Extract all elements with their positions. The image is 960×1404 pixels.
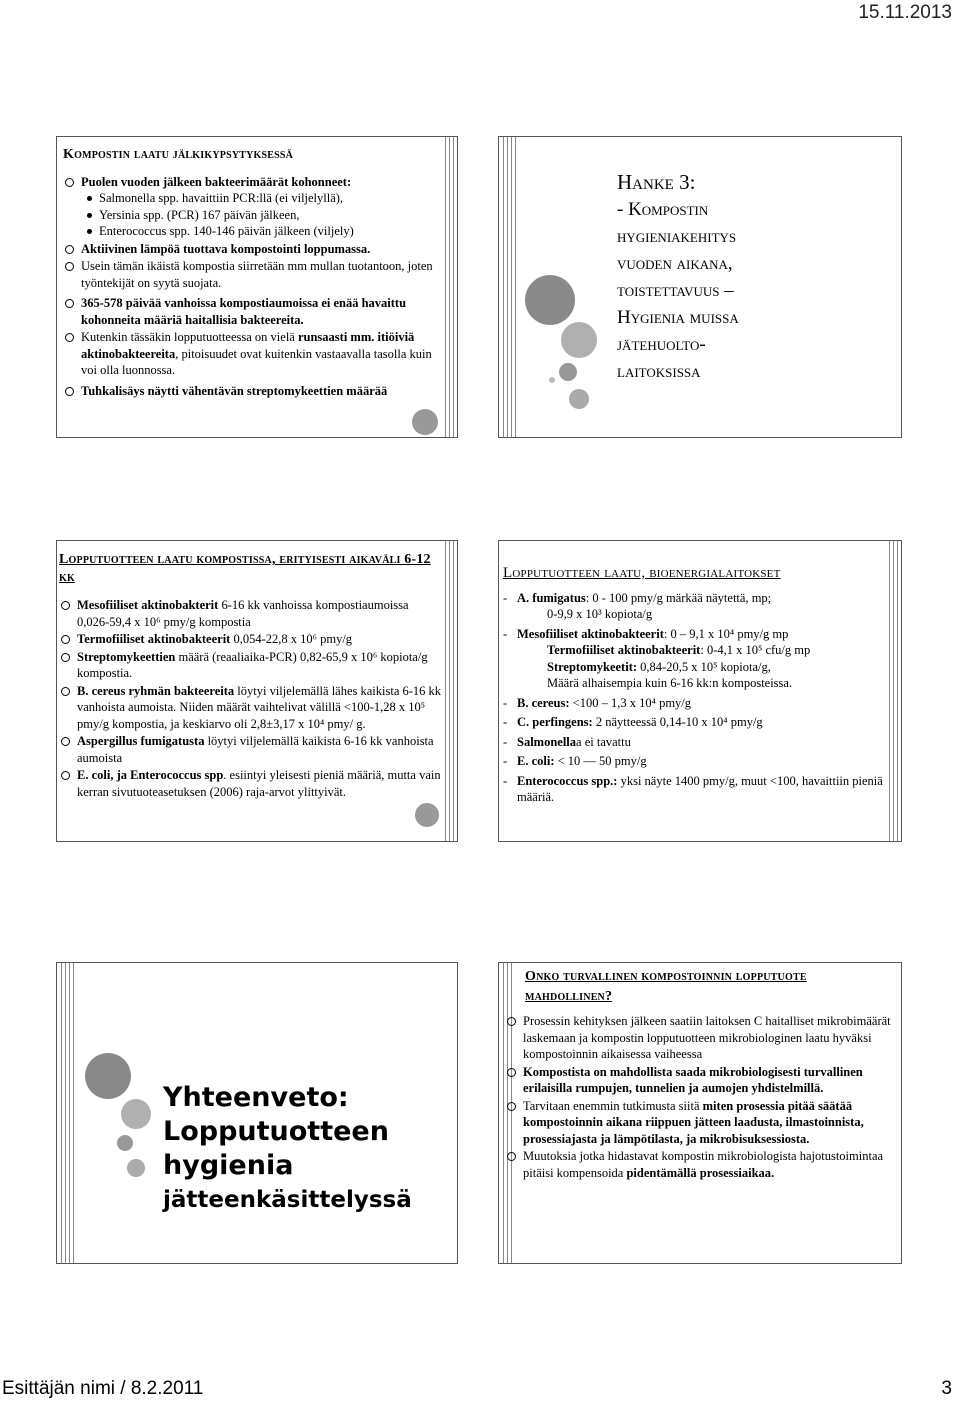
bullet-item: Tarvitaan enemmin tutkimusta siitä miten prosessia pitää säätää kompostoinnin aikana riippuen jätteen laadusta, ilmastoinnista, prosessiajasta ja lämpötilasta, ja mikrobisuksessiosta. bbox=[505, 1098, 897, 1148]
dash-item: - Enterococcus spp.: yksi näyte 1400 pmy/g, muut <100, havaittiin pieniä määriä. bbox=[503, 773, 895, 806]
dash-item: - Salmonellaa ei tavattu bbox=[503, 734, 895, 751]
decorative-circle bbox=[117, 1135, 133, 1151]
slide-onko-turvallinen bbox=[498, 962, 902, 1264]
decorative-circle bbox=[85, 1053, 131, 1099]
slide-hanke-3 bbox=[498, 136, 902, 438]
dash-item: - B. cereus: <100 – 1,3 x 10⁴ pmy/g bbox=[503, 695, 895, 712]
sub-item: Yersinia spp. (PCR) 167 päivän jälkeen, bbox=[85, 207, 441, 224]
slide-title-line: toistettavuus – bbox=[617, 280, 734, 301]
bullet-item: Termofiiliset aktinobakteerit 0,054-22,8 x 10⁶ pmy/g bbox=[59, 631, 443, 648]
slide-title: Lopputuotteen laatu kompostissa, erityisesti aikaväli 6-12 kk bbox=[59, 552, 431, 585]
slide-title-line: laitoksissa bbox=[617, 361, 701, 382]
header-date: 15.11.2013 bbox=[858, 2, 952, 23]
slide-title-line: hygieniakehitys bbox=[617, 226, 737, 247]
slide-title-line: Lopputuotteen bbox=[163, 1116, 389, 1147]
footer-page-number: 3 bbox=[941, 1378, 952, 1399]
slide-title-line: Yhteenveto: bbox=[163, 1082, 349, 1113]
bullet-item: Usein tämän ikäistä kompostia siirretään mm mullan tuotantoon, joten työntekijät on syytä suojata. bbox=[63, 258, 441, 291]
decorative-bars bbox=[57, 963, 97, 1263]
footer-presenter: Esittäjän nimi / 8.2.2011 bbox=[2, 1378, 204, 1399]
decorative-circle bbox=[525, 275, 575, 325]
decorative-circle bbox=[415, 803, 439, 827]
dash-item: - Mesofiiliset aktinobakteerit: 0 – 9,1 x 10⁴ pmy/g mp Termofiiliset aktinobakteerit: 0-4,1 x 10⁵ cfu/g mp Streptomykeetit: 0,84-20,5 x 10⁵ kopiota/g, Määrä alhaisempia kuin 6-16 kk:n komposteissa. bbox=[503, 626, 895, 692]
decorative-circle bbox=[569, 389, 589, 409]
slide-title-line: Hanke 3: bbox=[617, 170, 696, 194]
slide-title-line: hygienia bbox=[163, 1150, 294, 1181]
bullet-item: B. cereus ryhmän bakteereita löytyi viljelemällä lähes kaikista 6-16 kk vanhoista aumoista. Niiden määrät vaihtelivat välillä <100-1,28 x 10⁵ pmy/g kompostia, ja keskiarvo oli 2,8±3,17 x 10⁴ pmy/ g. bbox=[59, 683, 443, 733]
slide-title-line: Hygienia muissa bbox=[617, 307, 739, 328]
bullet-item: 365-578 päivää vanhoissa kompostiaumoissa ei enää havaittu kohonneita määriä haitallisia bakteereita. bbox=[63, 295, 441, 328]
decorative-circle bbox=[121, 1099, 151, 1129]
slide-title-line: vuoden aikana, bbox=[617, 253, 733, 274]
slide-kompostin-laatu bbox=[56, 136, 458, 438]
slide-yhteenveto bbox=[56, 962, 458, 1264]
bullet-item: Tuhkalisäys näytti vähentävän streptomykeettien määrää bbox=[63, 383, 441, 400]
slide-lopputuotteen-laatu-bioenergia bbox=[498, 540, 902, 842]
bullet-item: Kompostista on mahdollista saada mikrobiologisesti turvallinen erilaisilla rumpujen, tunnelien ja aumojen yhdistelmillä. bbox=[505, 1064, 897, 1097]
bullet-item: Puolen vuoden jälkeen bakteerimäärät kohonneet: Salmonella spp. havaittiin PCR:llä (ei viljelyllä), Yersinia spp. (PCR) 167 päivän jälkeen, Enterococcus spp. 140-146 päivän jälkeen (viljely) bbox=[63, 174, 441, 240]
slide-title: Lopputuotteen laatu, bioenergialaitokset bbox=[503, 565, 781, 581]
sub-item: Enterococcus spp. 140-146 päivän jälkeen (viljely) bbox=[85, 223, 441, 240]
bullet-item: E. coli, ja Enterococcus spp. esiintyi yleisesti pieniä määriä, mutta vain kerran sivutuoteasetuksen (2006) raja-arvot ylittyivät. bbox=[59, 767, 443, 800]
bullet-item: Aktiivinen lämpöä tuottava kompostointi loppumassa. bbox=[63, 241, 441, 258]
bullet-item: Kutenkin tässäkin lopputuotteessa on vielä runsaasti mm. itiöiviä aktinobakteereita, pitoisuudet ovat kuitenkin vastaavalla tasolla kuin voi olla luonnossa. bbox=[63, 329, 441, 379]
sub-list bbox=[81, 190, 441, 240]
slide-title: Onko turvallinen kompostoinnin lopputuote mahdollinen? bbox=[525, 969, 807, 1004]
decorative-circle bbox=[127, 1159, 145, 1177]
slide-title-line: jätteenkäsittelyssä bbox=[163, 1187, 412, 1213]
dash-item: - A. fumigatus: 0 - 100 pmy/g märkää näytettä, mp; 0-9,9 x 10³ kopiota/g bbox=[503, 590, 895, 623]
slide-lopputuotteen-laatu-kompostissa bbox=[56, 540, 458, 842]
slide-title: Kompostin laatu jälkikypsytyksessä bbox=[63, 147, 294, 162]
bullet-item: Aspergillus fumigatusta löytyi viljelemällä kaikista 6-16 kk vanhoista aumoista bbox=[59, 733, 443, 766]
decorative-circle bbox=[412, 409, 438, 435]
bullet-item: Mesofiiliset aktinobakterit 6-16 kk vanhoissa kompostiaumoissa 0,026-59,4 x 10⁶ pmy/g kompostia bbox=[59, 597, 443, 630]
bullet-item: Muutoksia jotka hidastavat kompostin mikrobiologista hajotustoimintaa pitäisi kompensoida pidentämällä prosessiaikaa. bbox=[505, 1148, 897, 1181]
decorative-bars bbox=[443, 137, 457, 437]
bullet-item: Prosessin kehityksen jälkeen saatiin laitoksen C haitalliset mikrobimäärät laskemaan ja kompostin lopputuotteen mikrobiologinen laatu hyväksi kompostoinnin aikaisessa vaiheessa bbox=[505, 1013, 897, 1063]
decorative-circle bbox=[561, 322, 597, 358]
sub-item: Salmonella spp. havaittiin PCR:llä (ei viljelyllä), bbox=[85, 190, 441, 207]
slide-title-line: - Kompostin bbox=[617, 199, 709, 220]
slide-title-line: jätehuolto- bbox=[617, 334, 706, 355]
decorative-circle bbox=[549, 377, 555, 383]
decorative-circle bbox=[559, 363, 577, 381]
dash-item: - C. perfingens: 2 näytteessä 0,14-10 x 10⁴ pmy/g bbox=[503, 714, 895, 731]
bullet-item: Streptomykeettien määrä (reaaliaika-PCR) 0,82-65,9 x 10⁶ kopiota/g kompostia. bbox=[59, 649, 443, 682]
dash-item: - E. coli: < 10 — 50 pmy/g bbox=[503, 753, 895, 770]
decorative-bars bbox=[443, 541, 457, 841]
